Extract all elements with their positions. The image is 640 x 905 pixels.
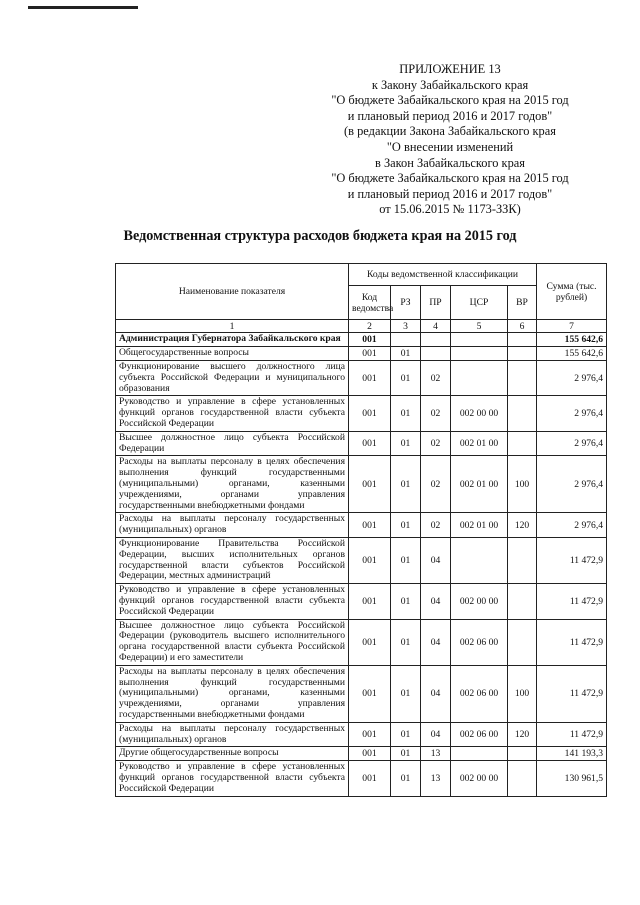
- cell-sum: 11 472,9: [537, 665, 607, 722]
- cell-vr: 120: [508, 513, 537, 538]
- cell-csr: [451, 537, 508, 583]
- cell-pr: 02: [421, 361, 451, 396]
- cell-csr: 002 00 00: [451, 761, 508, 796]
- cell-pr: 04: [421, 722, 451, 747]
- appendix-line: "О бюджете Забайкальского края на 2015 год: [331, 93, 569, 108]
- cell-pr: 02: [421, 396, 451, 431]
- cell-name: Расходы на выплаты персоналу в целях обеспечения выполнения функций государственными (муниципальными) органами, казенными учреждениями, органами управления государственными внебюджетными фондами: [116, 456, 349, 513]
- cell-name: Высшее должностное лицо субъекта Российской Федерации: [116, 431, 349, 456]
- cell-name: Функционирование Правительства Российской Федерации, высших исполнительных органов государственной власти субъектов Российской Федерации, местных администраций: [116, 537, 349, 583]
- table-row: [116, 513, 607, 538]
- cell-pr: 04: [421, 584, 451, 619]
- cell-sum: 11 472,9: [537, 584, 607, 619]
- cell-pr: 04: [421, 537, 451, 583]
- cell-sum: 2 976,4: [537, 361, 607, 396]
- header-vr: ВР: [508, 286, 537, 320]
- cell-pr: 04: [421, 665, 451, 722]
- header-code-dept: Код ведомства: [349, 286, 391, 320]
- cell-name: Расходы на выплаты персоналу государственных (муниципальных) органов: [116, 513, 349, 538]
- cell-rz: 01: [391, 537, 421, 583]
- cell-pr: 13: [421, 761, 451, 796]
- cell-name: Руководство и управление в сфере установленных функций органов государственной власти субъекта Российской Федерации: [116, 584, 349, 619]
- header-rz: РЗ: [391, 286, 421, 320]
- appendix-line: от 15.06.2015 № 1173-ЗЗК): [379, 202, 521, 217]
- cell-rz: 01: [391, 665, 421, 722]
- appendix-line: (в редакции Закона Забайкальского края: [344, 124, 556, 139]
- scan-top-line: [28, 6, 138, 9]
- cell-name: Расходы на выплаты персоналу государственных (муниципальных) органов: [116, 722, 349, 747]
- cell-rz: 01: [391, 396, 421, 431]
- cell-code: 001: [349, 584, 391, 619]
- cell-code: 001: [349, 456, 391, 513]
- cell-csr: [451, 347, 508, 361]
- cell-vr: [508, 396, 537, 431]
- budget-structure-table: [115, 263, 607, 797]
- cell-code: 001: [349, 665, 391, 722]
- table-row: [116, 619, 607, 665]
- cell-code: 001: [349, 347, 391, 361]
- cell-csr: 002 00 00: [451, 584, 508, 619]
- cell-rz: 01: [391, 761, 421, 796]
- cell-csr: 002 01 00: [451, 513, 508, 538]
- cell-name: Общегосударственные вопросы: [116, 347, 349, 361]
- cell-name: Администрация Губернатора Забайкальского края: [116, 333, 349, 347]
- table-row: [116, 333, 607, 347]
- cell-vr: 120: [508, 722, 537, 747]
- cell-sum: 11 472,9: [537, 537, 607, 583]
- appendix-line: и плановый период 2016 и 2017 годов": [347, 108, 553, 123]
- table-row: [116, 431, 607, 456]
- cell-sum: 2 976,4: [537, 431, 607, 456]
- header-sum: Сумма (тыс. рублей): [537, 264, 607, 320]
- cell-name: Расходы на выплаты персоналу в целях обеспечения выполнения функций государственными (муниципальными) органами, казенными учреждениями, органами управления государственными внебюджетными фондами: [116, 665, 349, 722]
- cell-rz: 01: [391, 513, 421, 538]
- cell-sum: 155 642,6: [537, 333, 607, 347]
- cell-sum: 155 642,6: [537, 347, 607, 361]
- cell-vr: 100: [508, 456, 537, 513]
- cell-csr: 002 01 00: [451, 431, 508, 456]
- cell-vr: [508, 361, 537, 396]
- cell-sum: 2 976,4: [537, 513, 607, 538]
- cell-csr: [451, 747, 508, 761]
- table-body: [116, 333, 607, 797]
- cell-sum: 11 472,9: [537, 722, 607, 747]
- cell-csr: 002 01 00: [451, 456, 508, 513]
- document-title: Ведомственная структура расходов бюджета края на 2015 год: [123, 228, 517, 244]
- column-number: 1: [116, 320, 349, 333]
- cell-sum: 2 976,4: [537, 396, 607, 431]
- cell-code: 001: [349, 761, 391, 796]
- cell-name: Руководство и управление в сфере установленных функций органов государственной власти субъекта Российской Федерации: [116, 761, 349, 796]
- table-row: [116, 361, 607, 396]
- cell-rz: 01: [391, 431, 421, 456]
- table-row: [116, 396, 607, 431]
- table-row: [116, 665, 607, 722]
- cell-code: 001: [349, 431, 391, 456]
- cell-sum: 141 193,3: [537, 747, 607, 761]
- cell-code: 001: [349, 537, 391, 583]
- table-row: [116, 761, 607, 796]
- cell-vr: [508, 761, 537, 796]
- cell-code: 001: [349, 513, 391, 538]
- appendix-line: к Закону Забайкальского края: [371, 77, 529, 92]
- cell-vr: [508, 347, 537, 361]
- table-row: [116, 456, 607, 513]
- cell-pr: 02: [421, 456, 451, 513]
- table-row: [116, 537, 607, 583]
- header-name: Наименование показателя: [116, 264, 349, 320]
- cell-code: 001: [349, 722, 391, 747]
- column-number: 4: [421, 320, 451, 333]
- table-row: [116, 722, 607, 747]
- cell-sum: 11 472,9: [537, 619, 607, 665]
- cell-csr: [451, 361, 508, 396]
- appendix-line: в Закон Забайкальского края: [375, 155, 525, 170]
- cell-rz: 01: [391, 619, 421, 665]
- cell-pr: 13: [421, 747, 451, 761]
- cell-rz: 01: [391, 747, 421, 761]
- table-row: [116, 747, 607, 761]
- column-number: 2: [349, 320, 391, 333]
- cell-csr: 002 06 00: [451, 665, 508, 722]
- column-number: 3: [391, 320, 421, 333]
- cell-pr: 02: [421, 431, 451, 456]
- cell-name: Функционирование высшего должностного лица субъекта Российской Федерации и муниципального образования: [116, 361, 349, 396]
- cell-vr: [508, 333, 537, 347]
- cell-csr: 002 06 00: [451, 619, 508, 665]
- header-codes-group: Коды ведомственной классификации: [349, 264, 537, 286]
- appendix-line: и плановый период 2016 и 2017 годов": [347, 186, 553, 201]
- column-number: 5: [451, 320, 508, 333]
- cell-vr: [508, 584, 537, 619]
- cell-sum: 2 976,4: [537, 456, 607, 513]
- cell-vr: [508, 619, 537, 665]
- cell-csr: 002 00 00: [451, 396, 508, 431]
- cell-code: 001: [349, 333, 391, 347]
- appendix-line: "О внесении изменений: [386, 139, 514, 154]
- cell-vr: [508, 747, 537, 761]
- cell-pr: 04: [421, 619, 451, 665]
- cell-code: 001: [349, 361, 391, 396]
- appendix-line: "О бюджете Забайкальского края на 2015 год: [331, 171, 569, 186]
- cell-code: 001: [349, 619, 391, 665]
- cell-vr: 100: [508, 665, 537, 722]
- cell-csr: 002 06 00: [451, 722, 508, 747]
- column-number: 7: [537, 320, 607, 333]
- cell-rz: [391, 333, 421, 347]
- column-number: 6: [508, 320, 537, 333]
- cell-csr: [451, 333, 508, 347]
- table-row: [116, 584, 607, 619]
- appendix-header: [300, 62, 600, 218]
- cell-vr: [508, 431, 537, 456]
- cell-name: Руководство и управление в сфере установленных функций органов государственной власти субъекта Российской Федерации: [116, 396, 349, 431]
- cell-rz: 01: [391, 456, 421, 513]
- header-pr: ПР: [421, 286, 451, 320]
- cell-rz: 01: [391, 347, 421, 361]
- appendix-line: ПРИЛОЖЕНИЕ 13: [399, 62, 501, 76]
- cell-pr: [421, 347, 451, 361]
- cell-code: 001: [349, 396, 391, 431]
- cell-name: Высшее должностное лицо субъекта Российской Федерации (руководитель высшего исполнительного органа государственной власти субъекта Российской Федерации) и его заместители: [116, 619, 349, 665]
- table-row: [116, 347, 607, 361]
- cell-pr: 02: [421, 513, 451, 538]
- cell-name: Другие общегосударственные вопросы: [116, 747, 349, 761]
- cell-code: 001: [349, 747, 391, 761]
- cell-pr: [421, 333, 451, 347]
- cell-rz: 01: [391, 722, 421, 747]
- header-csr: ЦСР: [451, 286, 508, 320]
- cell-rz: 01: [391, 361, 421, 396]
- column-numbers-row: [116, 320, 607, 333]
- cell-rz: 01: [391, 584, 421, 619]
- cell-sum: 130 961,5: [537, 761, 607, 796]
- cell-vr: [508, 537, 537, 583]
